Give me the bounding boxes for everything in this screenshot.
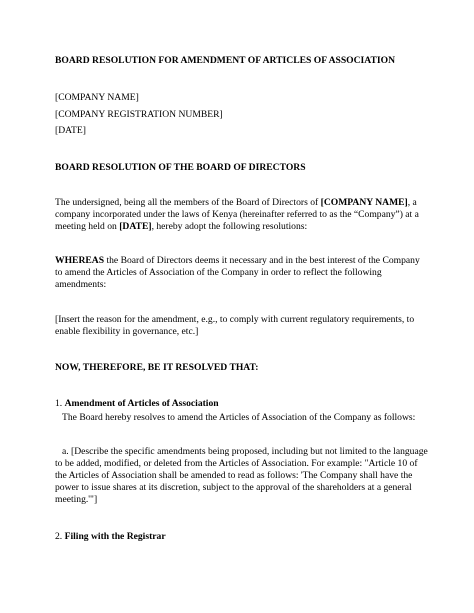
whereas-text: the Board of Directors deems it necessary and in the best interest of the Company bbox=[104, 255, 420, 266]
reason-line-1: [Insert the reason for the amendment, e.g., to comply with current regulatory requirements, to bbox=[55, 314, 415, 325]
intro-text: , hereby adopt the following resolutions: bbox=[151, 221, 308, 232]
section-2-title: Filing with the Registrar bbox=[64, 531, 166, 542]
intro-line-1 bbox=[55, 197, 417, 209]
section-1-item-a-line-3: the Articles of Association shall be amended to read as follows: 'The Company shall have the bbox=[55, 470, 413, 481]
section-1-item-a-line-2: to be added, modified, or deleted from the Articles of Association. For example: "Article 10 of bbox=[55, 458, 418, 469]
date-field: [DATE] bbox=[55, 125, 86, 136]
section-1-item-a-line-4: power to issue shares at its discretion, subject to the approval of the shareholders at a general bbox=[55, 482, 412, 493]
section-1-item-a-line-5: meeting.'"] bbox=[55, 494, 98, 505]
section-1-item-a-line-1: a. [Describe the specific amendments being proposed, including but not limited to the language bbox=[62, 446, 428, 457]
section-1-heading bbox=[55, 398, 219, 410]
section-1-number: 1. bbox=[55, 398, 65, 409]
company-name-field: [COMPANY NAME] bbox=[55, 92, 139, 103]
registration-number-field: [COMPANY REGISTRATION NUMBER] bbox=[55, 109, 223, 120]
resolved-heading: NOW, THEREFORE, BE IT RESOLVED THAT: bbox=[55, 362, 259, 373]
section-1-body: The Board hereby resolves to amend the Articles of Association of the Company as follows: bbox=[62, 412, 416, 423]
intro-text: meeting held on bbox=[55, 221, 120, 232]
intro-text: , a bbox=[407, 197, 417, 208]
whereas-line-2: to amend the Articles of Association of the Company in order to reflect the following bbox=[55, 267, 382, 278]
intro-date: [DATE] bbox=[119, 221, 152, 232]
intro-line-3 bbox=[55, 221, 307, 233]
document-subtitle: BOARD RESOLUTION OF THE BOARD OF DIRECTORS bbox=[55, 162, 306, 173]
intro-text: The undersigned, being all the members of the Board of Directors of bbox=[55, 197, 321, 208]
section-2-heading bbox=[55, 531, 166, 543]
intro-line-2: company incorporated under the laws of Kenya (hereinafter referred to as the “Company”) at a bbox=[55, 209, 419, 220]
whereas-line-3: amendments: bbox=[55, 279, 107, 290]
whereas-keyword: WHEREAS bbox=[55, 255, 105, 266]
section-2-number: 2. bbox=[55, 531, 65, 542]
section-1-title: Amendment of Articles of Association bbox=[64, 398, 219, 409]
intro-company-name: [COMPANY NAME] bbox=[320, 197, 408, 208]
whereas-line-1 bbox=[55, 255, 420, 267]
reason-line-2: enable flexibility in governance, etc.] bbox=[55, 326, 199, 337]
document-title: BOARD RESOLUTION FOR AMENDMENT OF ARTICLES OF ASSOCIATION bbox=[55, 55, 396, 66]
